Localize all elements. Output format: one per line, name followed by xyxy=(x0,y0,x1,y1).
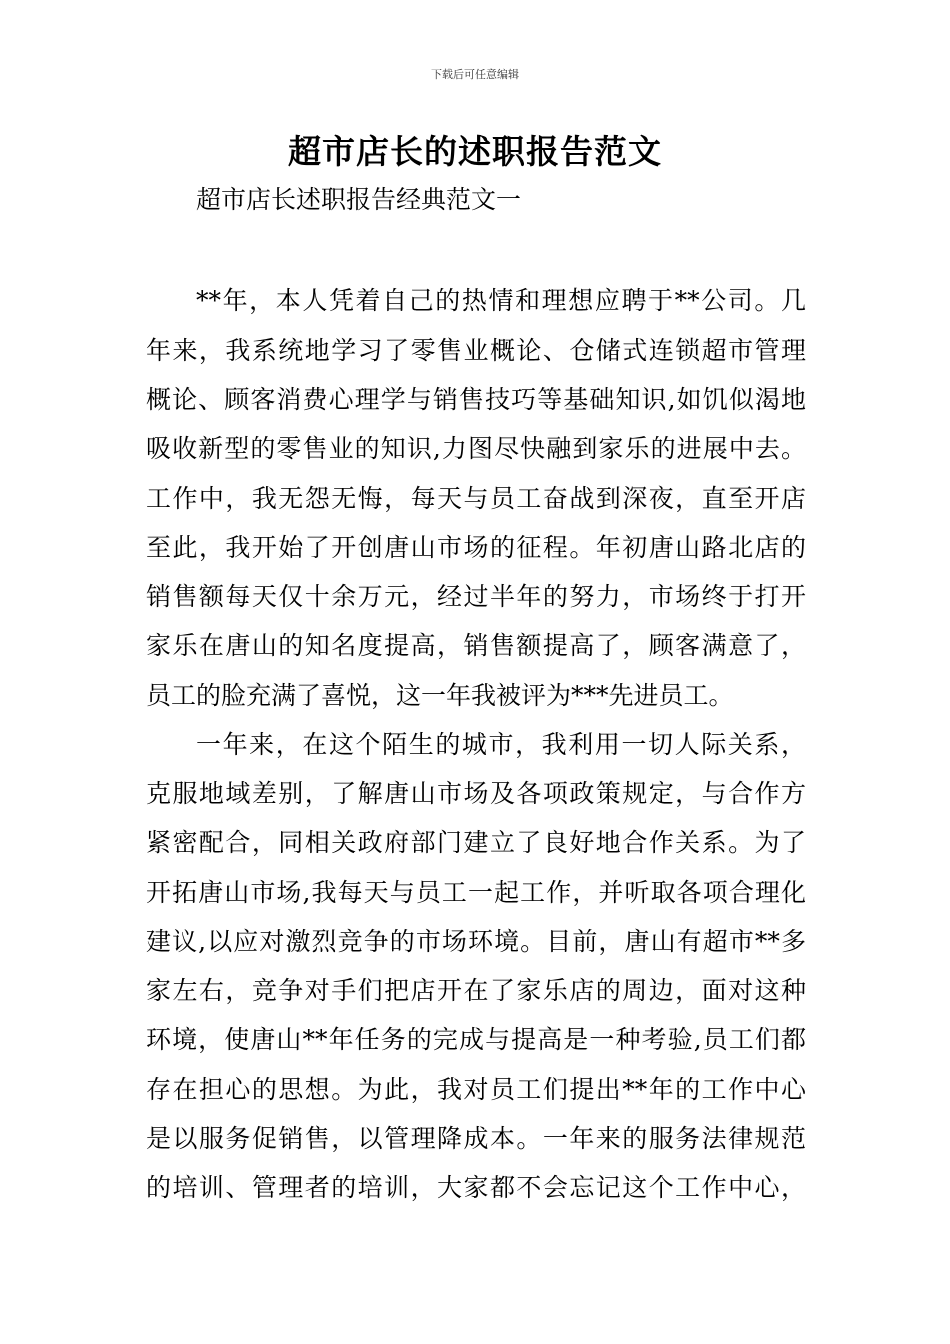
paragraph-1-line-5: 工作中，我无怨无悔，每天与员工奋战到深夜，直至开店 xyxy=(146,484,806,513)
document-title: 超市店长的述职报告范文 xyxy=(288,132,662,171)
paragraph-2-line-1: 一年来，在这个陌生的城市，我利用一切人际关系， xyxy=(196,730,806,759)
header-note: 下载后可任意编辑 xyxy=(431,68,519,81)
paragraph-1-line-4: 吸收新型的零售业的知识,力图尽快融到家乐的进展中去。 xyxy=(146,434,806,463)
paragraph-2-line-4: 开拓唐山市场,我每天与员工一起工作，并听取各项合理化 xyxy=(146,878,806,907)
paragraph-2-line-7: 环境，使唐山**年任务的完成与提高是一种考验,员工们都 xyxy=(146,1025,806,1054)
paragraph-1-line-8: 家乐在唐山的知名度提高，销售额提高了，顾客满意了， xyxy=(146,631,806,660)
paragraph-1-line-3: 概论、顾客消费心理学与销售技巧等基础知识,如饥似渴地 xyxy=(146,385,806,414)
paragraph-2-line-3: 紧密配合，同相关政府部门建立了良好地合作关系。为了 xyxy=(146,828,806,857)
paragraph-2-line-8: 存在担心的思想。为此，我对员工们提出**年的工作中心 xyxy=(146,1075,806,1104)
paragraph-1-line-9: 员工的脸充满了喜悦，这一年我被评为***先进员工。 xyxy=(146,681,734,710)
paragraph-1-line-1: **年，本人凭着自己的热情和理想应聘于**公司。几 xyxy=(196,286,806,315)
paragraph-2-line-6: 家左右，竞争对手们把店开在了家乐店的周边，面对这种 xyxy=(146,976,806,1005)
paragraph-2-line-2: 克服地域差别，了解唐山市场及各项政策规定，与合作方 xyxy=(146,779,806,808)
paragraph-1-line-2: 年来，我系统地学习了零售业概论、仓储式连锁超市管理 xyxy=(146,336,806,365)
paragraph-1-line-7: 销售额每天仅十余万元，经过半年的努力，市场终于打开 xyxy=(146,582,806,611)
paragraph-2-line-5: 建议,以应对激烈竞争的市场环境。目前，唐山有超市**多 xyxy=(146,927,806,956)
paragraph-2-line-9: 是以服务促销售，以管理降成本。一年来的服务法律规范 xyxy=(146,1124,806,1153)
paragraph-2-line-10: 的培训、管理者的培训，大家都不会忘记这个工作中心， xyxy=(146,1173,806,1202)
paragraph-1-line-6: 至此，我开始了开创唐山市场的征程。年初唐山路北店的 xyxy=(146,533,806,562)
document-subtitle: 超市店长述职报告经典范文一 xyxy=(196,185,522,214)
